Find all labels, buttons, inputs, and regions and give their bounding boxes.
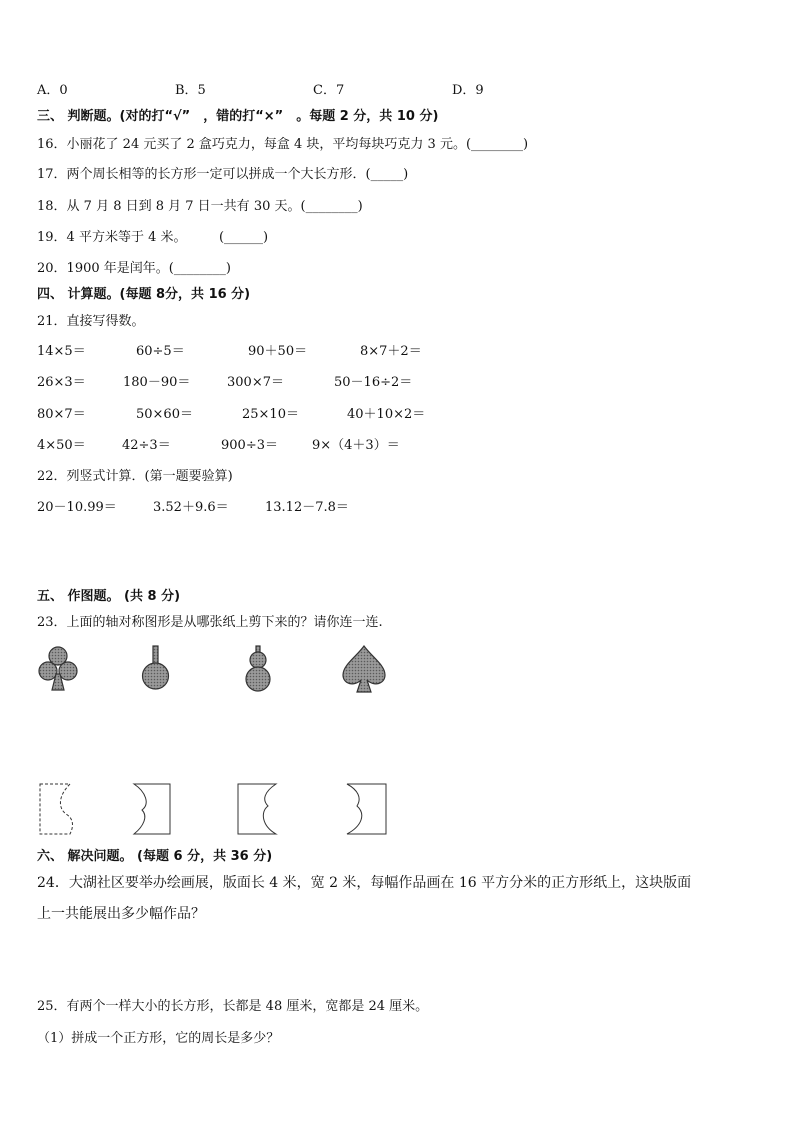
calc-item: 90＋50＝	[248, 344, 308, 359]
section-4-heading: 四、 计算题。(每题 8分，共 16 分)	[37, 287, 251, 302]
question-22: 22．列竖式计算．(第一题要验算)	[37, 469, 233, 484]
question-20: 20．1900 年是闰年。(________)	[37, 261, 231, 276]
option-a: A．0	[37, 83, 68, 98]
calc-item: 50－16÷2＝	[334, 375, 413, 390]
calc-item: 20－10.99＝	[37, 500, 117, 515]
question-21: 21．直接写得数。	[37, 314, 145, 329]
calc-item: 25×10＝	[242, 407, 299, 422]
question-25: 25．有两个一样大小的长方形，长都是 48 厘米，宽都是 24 厘米。	[37, 999, 429, 1014]
calc-item: 900÷3＝	[221, 438, 278, 453]
club-shape-icon	[39, 647, 77, 690]
folded-paper-1	[40, 784, 73, 834]
round-stick-shape-icon	[143, 646, 169, 689]
folded-paper-2	[134, 784, 170, 834]
folded-paper-4	[347, 784, 386, 834]
question-16: 16．小丽花了 24 元买了 2 盒巧克力，每盒 4 块，平均每块巧克力 3 元。(________)	[37, 137, 529, 152]
gourd-shape-icon	[246, 646, 270, 691]
calc-item: 50×60＝	[136, 407, 193, 422]
question-23: 23．上面的轴对称图形是从哪张纸上剪下来的？请你连一连.	[37, 615, 383, 630]
calc-item: 42÷3＝	[122, 438, 171, 453]
question-25-part-1: （1）拼成一个正方形，它的周长是多少？	[37, 1031, 280, 1046]
calc-item: 4×50＝	[37, 438, 86, 453]
option-d: D．9	[452, 83, 484, 98]
question-24-line-2: 上一共能展出多少幅作品？	[37, 906, 205, 922]
question-19: 19．4 平方米等于 4 米。 (______)	[37, 230, 269, 245]
calc-item: 8×7＋2＝	[360, 344, 422, 359]
section-6-heading: 六、 解决问题。 (每题 6 分，共 36 分)	[37, 849, 273, 864]
calc-item: 300×7＝	[227, 375, 284, 390]
spade-shape-icon	[343, 646, 385, 692]
calc-item: 60÷5＝	[136, 344, 185, 359]
question-18: 18．从 7 月 8 日到 8 月 7 日一共有 30 天。(________)	[37, 199, 363, 214]
section-3-heading: 三、 判断题。(对的打“√” ，错的打“×” 。每题 2 分，共 10 分)	[37, 109, 439, 124]
option-b: B．5	[175, 83, 206, 98]
calc-item: 26×3＝	[37, 375, 86, 390]
calc-item: 14×5＝	[37, 344, 86, 359]
calc-item: 180－90＝	[123, 375, 191, 390]
calc-item: 9×（4＋3）＝	[312, 438, 400, 453]
section-5-heading: 五、 作图题。 (共 8 分)	[37, 589, 181, 604]
question-24-line-1: 24．大湖社区要举办绘画展，版面长 4 米，宽 2 米，每幅作品画在 16 平方分米的正方形纸上，这块版面	[37, 875, 692, 891]
calc-item: 13.12－7.8＝	[265, 500, 349, 515]
option-c: C．7	[313, 83, 345, 98]
calc-item: 40＋10×2＝	[347, 407, 426, 422]
folded-paper-3	[238, 784, 276, 834]
calc-item: 3.52＋9.6＝	[153, 500, 229, 515]
question-17: 17．两个周长相等的长方形一定可以拼成一个大长方形．(_____)	[37, 167, 409, 182]
calc-item: 80×7＝	[37, 407, 86, 422]
